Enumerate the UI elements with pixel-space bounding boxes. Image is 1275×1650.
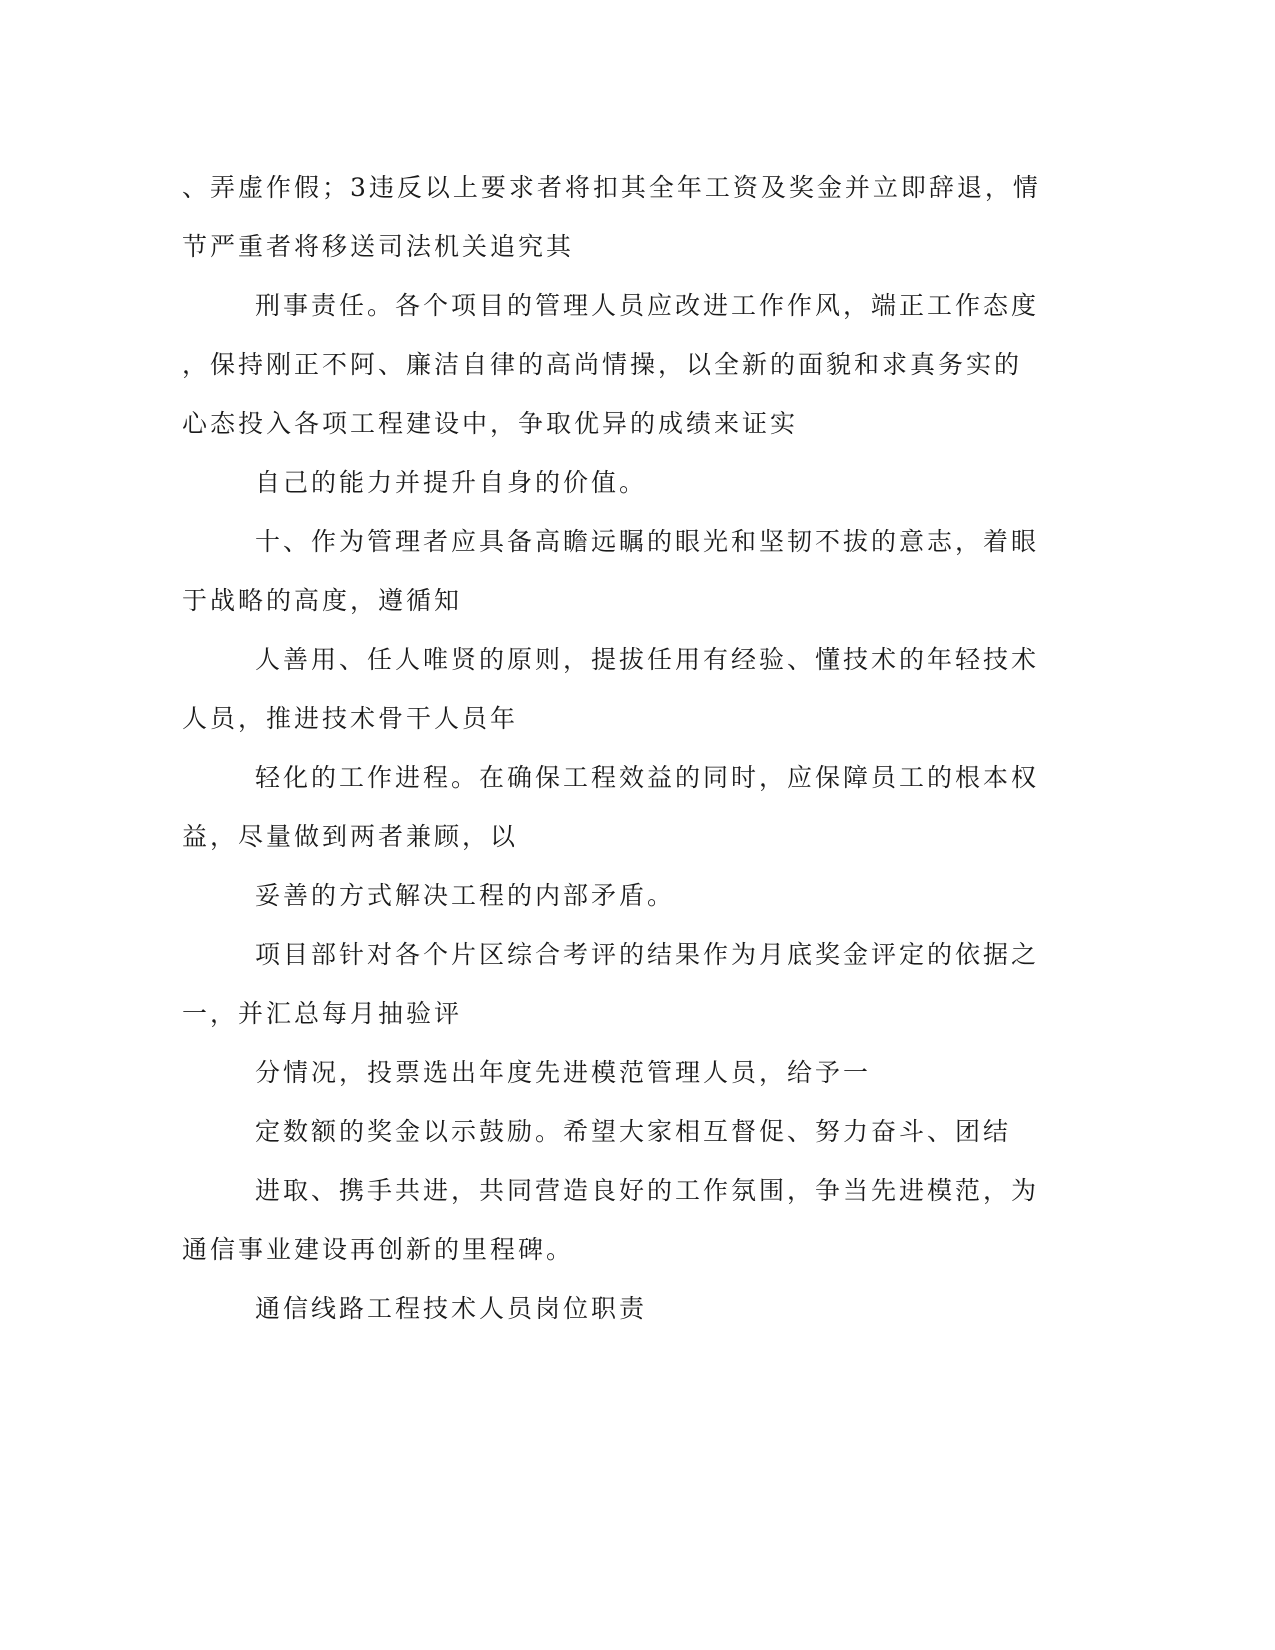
paragraph-1: 、弄虚作假；3违反以上要求者将扣其全年工资及奖金并立即辞退，情 节严重者将移送司法机关追究其: [182, 173, 1041, 261]
paragraph-7: 妥善的方式解决工程的内部矛盾。: [255, 881, 676, 910]
paragraph-8: 项目部针对各个片区综合考评的结果作为月底奖金评定的依据之 一，并汇总每月抽验评: [182, 940, 1040, 1028]
paragraph-6: 轻化的工作进程。在确保工程效益的同时，应保障员工的根本权 益，尽量做到两者兼顾，以: [182, 763, 1040, 851]
paragraph-3: 自己的能力并提升自身的价值。: [255, 468, 648, 497]
paragraph-4: 十、作为管理者应具备高瞻远瞩的眼光和坚韧不拔的意志，着眼 于战略的高度，遵循知: [182, 527, 1040, 615]
paragraph-9: 分情况，投票选出年度先进模范管理人员，给予一: [255, 1058, 872, 1087]
paragraph-2: 刑事责任。各个项目的管理人员应改进工作作风，端正工作态度 ，保持刚正不阿、廉洁自律的高尚情操，以全新的面貌和求真务实的 心态投入各项工程建设中，争取优异的成绩来证实: [182, 291, 1040, 438]
paragraph-5: 人善用、任人唯贤的原则，提拔任用有经验、懂技术的年轻技术 人员，推进技术骨干人员年: [182, 645, 1040, 733]
section-heading: 通信线路工程技术人员岗位职责: [255, 1294, 648, 1323]
paragraph-11: 进取、携手共进，共同营造良好的工作氛围，争当先进模范，为 通信事业建设再创新的里程碑。: [182, 1176, 1040, 1264]
paragraph-10: 定数额的奖金以示鼓励。希望大家相互督促、努力奋斗、团结: [255, 1117, 1012, 1146]
document-body: [182, 158, 1062, 1338]
